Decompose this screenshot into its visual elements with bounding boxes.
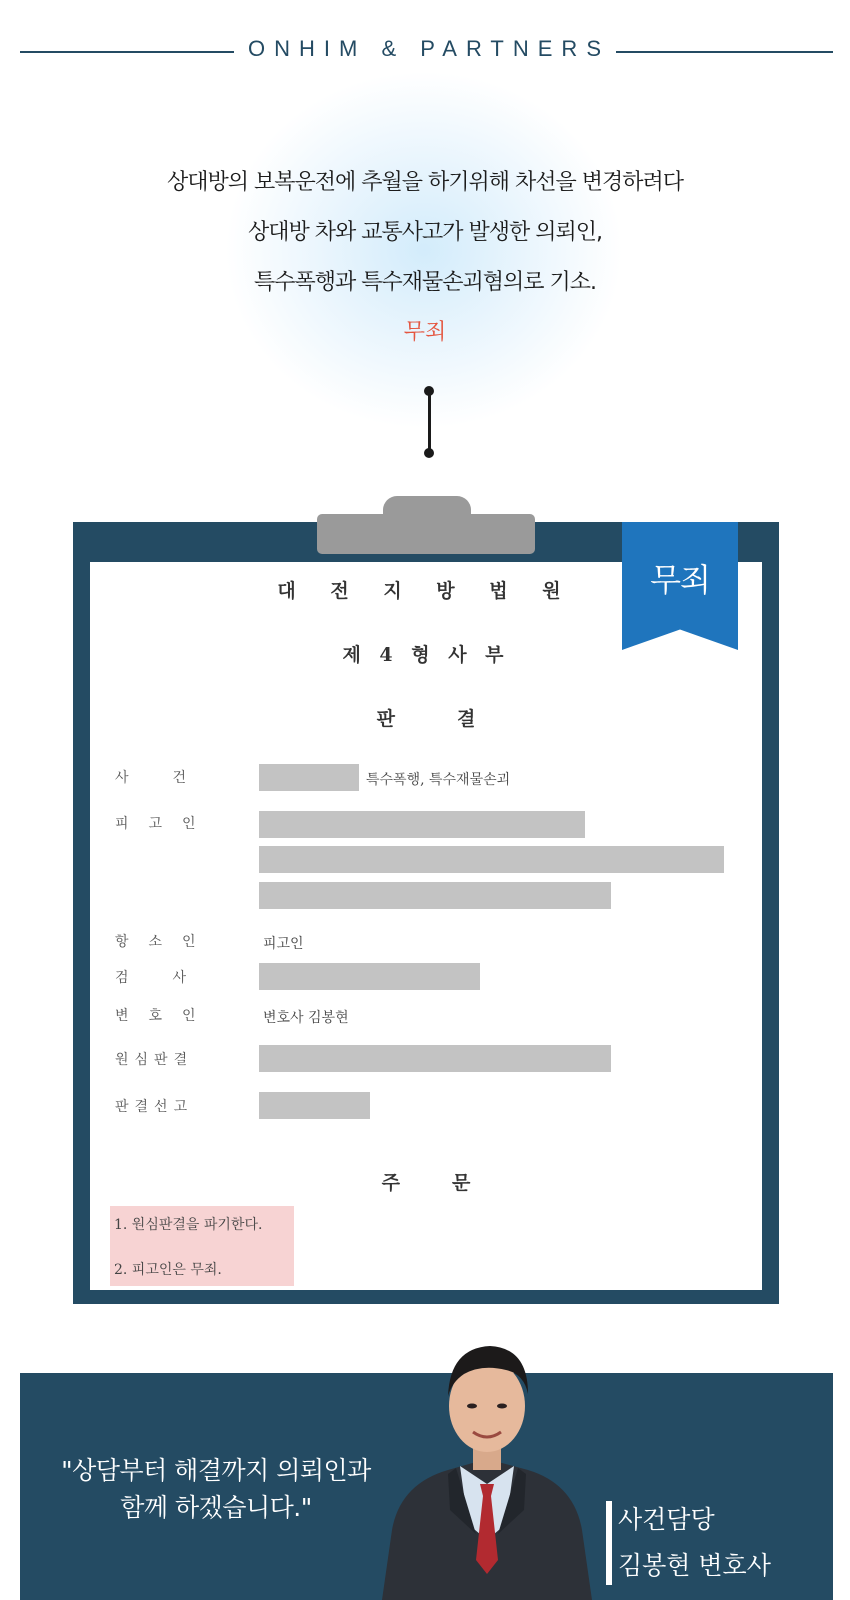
court-name: 대 전 지 방 법 원 <box>277 580 575 602</box>
connector-dot-bottom <box>424 448 434 458</box>
quote-line-1: "상담부터 해결까지 의뢰인과 <box>61 1456 371 1485</box>
lawyer-portrait <box>378 1334 596 1600</box>
court-division: 제 4 형 사 부 <box>342 644 510 666</box>
summary-verdict: 무죄 <box>403 320 447 345</box>
field-appellant-label: 항소인 <box>115 934 216 950</box>
field-appellant-value: 피고인 <box>263 936 304 952</box>
connector-line <box>428 387 431 455</box>
clipboard-clip <box>317 514 535 554</box>
brand-text: ONHIM & PARTNERS <box>234 36 616 61</box>
redaction-defendant-1 <box>259 811 585 838</box>
summary-line-3: 특수폭행과 특수재물손괴혐의로 기소. <box>253 270 596 295</box>
order-line-1: 1. 원심판결을 파기한다. <box>114 1217 263 1233</box>
case-summary <box>0 158 850 358</box>
field-counsel-label: 변호인 <box>115 1008 216 1024</box>
lawyer-accent-bar <box>606 1501 612 1585</box>
field-case-value: 특수폭행, 특수재물손괴 <box>366 772 511 788</box>
summary-line-2: 상대방 차와 교통사고가 발생한 의뢰인, <box>248 220 602 245</box>
portrait-eye-left <box>467 1404 477 1409</box>
lawyer-role: 사건담당 <box>618 1505 715 1534</box>
redaction-prosecutor <box>259 963 480 990</box>
field-counsel-value: 변호사 김봉현 <box>263 1010 349 1026</box>
brand-title <box>0 36 850 62</box>
redaction-defendant-2 <box>259 846 724 873</box>
verdict-ribbon-label: 무죄 <box>650 561 710 599</box>
redaction-defendant-3 <box>259 882 611 909</box>
lawyer-name: 김봉현 변호사 <box>618 1551 771 1580</box>
field-sentence-date-label: 판결선고 <box>115 1099 194 1115</box>
order-heading: 주문 <box>381 1172 523 1194</box>
field-original-judgment-label: 원심판결 <box>115 1052 194 1068</box>
field-prosecutor-label: 검사 <box>115 970 231 986</box>
redaction-case-number <box>259 764 359 791</box>
field-defendant-label: 피고인 <box>115 816 216 832</box>
portrait-eye-right <box>497 1404 507 1409</box>
lawyer-quote <box>40 1452 392 1526</box>
field-case-label: 사건 <box>115 770 231 786</box>
summary-line-1: 상대방의 보복운전에 추월을 하기위해 차선을 변경하려다 <box>166 170 683 195</box>
judgment-heading: 판결 <box>376 708 538 730</box>
quote-line-2: 함께 하겠습니다." <box>120 1493 312 1522</box>
redaction-sentence-date <box>259 1092 370 1119</box>
order-line-2: 2. 피고인은 무죄. <box>114 1262 222 1278</box>
redaction-original-judgment <box>259 1045 611 1072</box>
